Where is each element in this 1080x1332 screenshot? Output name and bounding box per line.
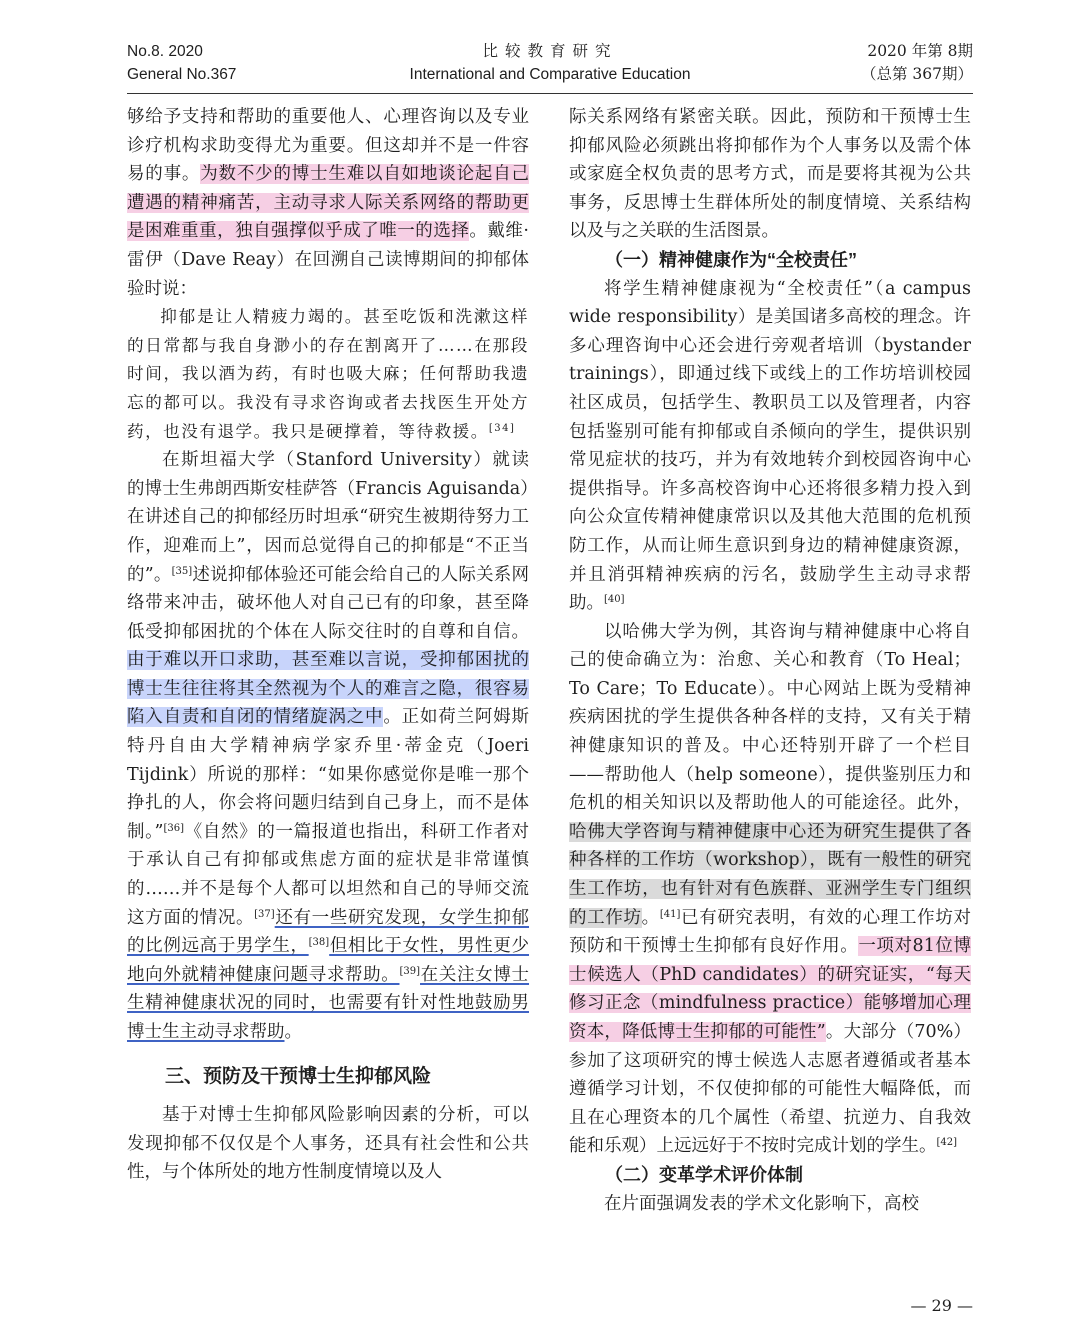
- subsection-heading: （一）精神健康作为“全校责任”: [605, 249, 857, 270]
- highlight-pink: 一项对81位博士候选人（PhD candidates）的研究证实，“每天修习正念（mindfulness practice）能够增加心理资本，降低博士生抑郁的可能性”: [569, 936, 971, 1042]
- running-header: [127, 40, 973, 88]
- underline-annotation: 在关注女博士生精神健康状况的同时，也需要有针对性地鼓励男博士生主动寻求帮助: [127, 964, 530, 1042]
- right-column: [569, 103, 971, 1218]
- header-rule: [127, 93, 973, 94]
- citation: [40]: [604, 594, 625, 606]
- citation: [36]: [163, 822, 185, 834]
- citation: [39]: [399, 965, 421, 977]
- header-issue-no: No.8. 2020: [127, 43, 203, 60]
- paragraph: 在斯坦福大学（Stanford University）就读的博士生弗朗西斯安桂萨答（Francis Aguisanda）在讲述自己的抑郁经历时坦承“研究生被期待努力工作，迎难而上”，因而总觉得自己的抑郁是“不正当的”。[35]述说抑郁体验还可能会给自己的人际关系网络带来冲击，破坏他人对自己已有的印象，甚至降低受抑郁困扰的个体在人际交往时的自尊和自信。由于难以开口求助，甚至难以言说，受抑郁困扰的博士生往往将其全然视为个人的难言之隐，很容易陷入自责和自闭的情绪旋涡之中。正如荷兰阿姆斯特丹自由大学精神病学家乔里·蒂金克（Joeri Tijdink）所说的那样：“如果你感觉你是唯一那个挣扎的人，你会将问题归结到自己身上，而不是体制。”[36]《自然》的一篇报道也指出，科研工作者对于承认自己有抑郁或焦虑方面的症状是非常谨慎的……并不是每个人都可以坦然和自己的导师交流这方面的情况。[37]还有一些研究发现，女学生抑郁的比例远高于男学生，[38]但相比于女性，男性更少地向外就精神健康问题寻求帮助。[39]在关注女博士生精神健康状况的同时，也需要有针对性地鼓励男博士生主动寻求帮助。: [127, 450, 530, 1042]
- paragraph: 在片面强调发表的学术文化影响下，高校: [604, 1193, 919, 1214]
- left-column: [127, 103, 529, 1187]
- paragraph: 以哈佛大学为例，其咨询与精神健康中心将自己的使命确立为：治愈、关心和教育（To Heal；To Care；To Educate）。中心网站上既为受精神疾病困扰的学生提供各种各样的支持，又有关于精神健康知识的普及。中心还特别开辟了一个栏目——帮助他人（help someone），提供鉴别压力和危机的相关知识以及帮助他人的可能途径。此外，哈佛大学咨询与精神健康中心还为研究生提供了各种各样的工作坊（workshop），既有一般性的研究生工作坊，也有针对有色族群、亚洲学生专门组织的工作坊。[41]已有研究表明，有效的心理工作坊对预防和干预博士生抑郁有良好作用。一项对81位博士候选人（PhD candidates）的研究证实，“每天修习正念（mindfulness practice）能够增加心理资本，降低博士生抑郁的可能性”。大部分（70%）参加了这项研究的博士候选人志愿者遵循或者基本遵循学习计划，不仅使抑郁的可能性大幅降低，而且在心理资本的几个属性（希望、抗逆力、自我效能和乐观）上远远好于不按时完成计划的学生。[42]: [569, 621, 972, 1157]
- block-quote: 抑郁是让人精疲力竭的。甚至吃饭和洗漱这样的日常都与我自身渺小的存在割离开了……在那段时间，我以酒为药，有时也吸大麻；任何帮助我遗忘的都可以。我没有寻求咨询或者去找医生开处方药，也没有退学。我只是硬撑着，等待救援。[34]: [127, 307, 529, 441]
- journal-title-cn: 比较教育研究: [482, 42, 618, 60]
- header-year-issue: 2020 年第 8期: [867, 42, 973, 60]
- underline-annotation: 但相比于女性，男性更少地向外就精神健康问题寻求帮助。: [127, 936, 530, 985]
- paragraph: 将学生精神健康视为“全校责任”（a campus wide responsibility）是美国诸多高校的理念。许多心理咨询中心还会进行旁观者培训（bystander trainings），即通过线下或线上的工作坊培训校园社区成员，包括学生、教职员工以及管理者，内容包括鉴别可能有抑郁或自杀倾向的学生，提供识别常见症状的技巧，并为有效地转介到校园咨询中心提供指导。许多高校咨询中心还将很多精力投入到向公众宣传精神健康常识以及其他大范围的危机预防工作，从而让师生意识到身边的精神健康资源，并且消弭精神疾病的污名，鼓励学生主动寻求帮助。[40]: [569, 278, 971, 614]
- paragraph: 基于对博士生抑郁风险影响因素的分析，可以发现抑郁不仅仅是个人事务，还具有社会性和公共性，与个体所处的地方性制度情境以及人: [127, 1105, 529, 1183]
- paragraph: 际关系网络有紧密关联。因此，预防和干预博士生抑郁风险必须跳出将抑郁作为个人事务以及需个体或家庭全权负责的思考方式，而是要将其视为公共事务，反思博士生群体所处的制度情境、关系结构以及与之关联的生活图景。: [569, 107, 971, 242]
- header-year: [861, 40, 973, 86]
- subsection-heading: （二）变革学术评价体制: [605, 1164, 803, 1185]
- page-number: — 29 —: [910, 1296, 973, 1315]
- underline-annotation: 还有一些研究发现，女学生抑郁的比例远高于男学生，: [127, 907, 529, 957]
- header-journal: [127, 40, 973, 86]
- citation: [35]: [171, 565, 193, 577]
- highlight-blue: 由于难以开口求助，甚至难以言说，受抑郁困扰的博士生往往将其全然视为个人的难言之隐，很容易陷入自责和自闭的情绪旋涡之中: [127, 650, 529, 728]
- citation: [41]: [659, 908, 681, 920]
- citation: [38]: [308, 937, 330, 949]
- highlight-gray: 哈佛大学咨询与精神健康中心还为研究生提供了各种各样的工作坊（workshop），既有一般性的研究生工作坊，也有针对有色族群、亚洲学生专门组织的工作坊: [569, 821, 971, 928]
- citation: [34]: [488, 422, 516, 434]
- paragraph: 够给予支持和帮助的重要他人、心理咨询以及专业诊疗机构求助变得尤为重要。但这却并不是一件容易的事。为数不少的博士生难以自如地谈论起自己遭遇的精神痛苦，主动寻求人际关系网络的帮助更是困难重重，独自强撑似乎成了唯一的选择。戴维·雷伊（Dave Reay）在回溯自己读博期间的抑郁体验时说：: [127, 107, 530, 299]
- header-general-no: General No.367: [127, 66, 237, 83]
- section-heading: 三、预防及干预博士生抑郁风险: [165, 1065, 432, 1087]
- citation: [37]: [254, 908, 275, 920]
- journal-title-en: International and Comparative Education: [409, 66, 691, 83]
- highlight-pink: 为数不少的博士生难以自如地谈论起自己遭遇的精神痛苦，主动寻求人际关系网络的帮助更是困难重重，独自强撑似乎成了唯一的选择: [127, 164, 530, 242]
- citation: [42]: [936, 1137, 958, 1149]
- header-total-issue: （总第 367期）: [860, 65, 973, 83]
